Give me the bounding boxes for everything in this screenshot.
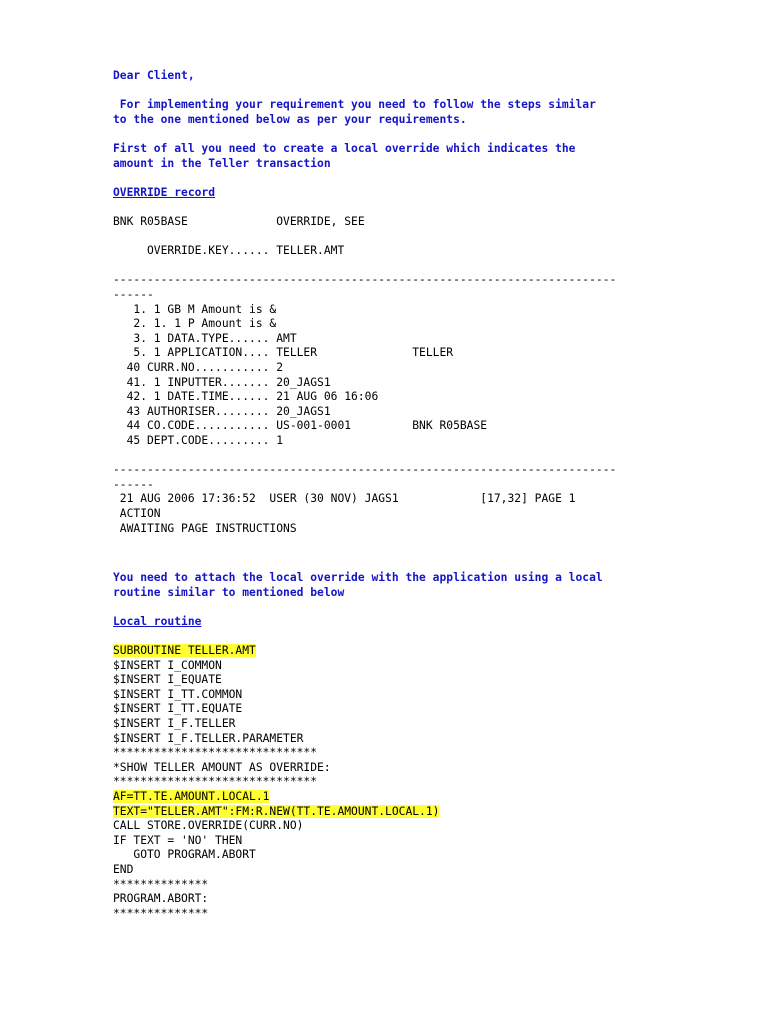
- override-screen-line: 21 AUG 2006 17:36:52 USER (30 NOV) JAGS1 [17,32] PAGE 1: [113, 492, 576, 506]
- code-text: $INSERT I_COMMON: [113, 658, 222, 672]
- override-screen-line: 41. 1 INPUTTER....... 20_JAGS1: [113, 375, 331, 389]
- code-line: [113, 688, 242, 703]
- override-screen-line: 45 DEPT.CODE......... 1: [113, 434, 284, 447]
- override-screen-line: 5. 1 APPLICATION.... TELLER TELLER: [113, 346, 454, 360]
- highlighted-code: AF=TT.TE.AMOUNT.LOCAL.1: [113, 790, 270, 803]
- override-screen-line: --------------------------------------------------------------------------: [113, 273, 617, 287]
- code-line: [113, 717, 235, 732]
- routine-paragraph-line: You need to attach the local override with the application using a local: [113, 571, 603, 584]
- override-screen-line: 1. 1 GB M Amount is &: [113, 302, 277, 316]
- override-screen-line: 43 AUTHORISER........ 20_JAGS1: [113, 404, 331, 418]
- override-screen-line: ACTION: [113, 507, 161, 520]
- routine-paragraph-line: routine similar to mentioned below: [113, 586, 345, 599]
- override-paragraph-line: First of all you need to create a local override which indicates the: [113, 142, 576, 155]
- code-line: [113, 805, 439, 820]
- code-line: [113, 775, 317, 790]
- intro-paragraph-line: For implementing your requirement you need to follow the steps similar: [113, 98, 596, 111]
- override-screen-line: BNK R05BASE OVERRIDE, SEE: [113, 215, 365, 228]
- code-line: [113, 761, 331, 776]
- override-screen-line: ------: [113, 288, 154, 301]
- code-text: *SHOW TELLER AMOUNT AS OVERRIDE:: [113, 760, 331, 774]
- code-line: [113, 659, 222, 674]
- code-text: ******************************: [113, 746, 318, 760]
- highlighted-code: SUBROUTINE TELLER.AMT: [113, 644, 256, 657]
- code-line: [113, 834, 242, 849]
- override-screen-line: ------: [113, 477, 154, 491]
- code-text: $INSERT I_TT.EQUATE: [113, 702, 243, 716]
- highlighted-code: TEXT="TELLER.AMT":FM:R.NEW(TT.TE.AMOUNT.LOCAL.1): [113, 804, 440, 818]
- code-text: $INSERT I_TT.COMMON: [113, 687, 243, 701]
- code-line: [113, 644, 256, 659]
- code-text: CALL STORE.OVERRIDE(CURR.NO): [113, 819, 304, 833]
- code-line: [113, 746, 317, 761]
- code-line: [113, 907, 208, 922]
- greeting: Dear Client,: [113, 69, 195, 82]
- code-line: [113, 673, 222, 688]
- code-text: **************: [113, 877, 209, 891]
- code-line: [113, 732, 303, 747]
- override-screen-line: --------------------------------------------------------------------------: [113, 463, 617, 477]
- code-text: END: [113, 863, 134, 876]
- code-line: [113, 878, 208, 893]
- override-screen-line: 40 CURR.NO........... 2: [113, 361, 284, 374]
- code-line: [113, 892, 208, 907]
- override-screen-line: AWAITING PAGE INSTRUCTIONS: [113, 521, 297, 535]
- code-text: $INSERT I_F.TELLER: [113, 717, 236, 730]
- code-line: [113, 848, 256, 863]
- intro-paragraph-line: to the one mentioned below as per your requirements.: [113, 113, 467, 126]
- override-screen-line: 2. 1. 1 P Amount is &: [113, 317, 277, 331]
- code-text: ******************************: [113, 775, 318, 789]
- code-line: [113, 790, 269, 805]
- code-line: [113, 863, 133, 878]
- code-text: IF TEXT = 'NO' THEN: [113, 833, 243, 847]
- code-text: $INSERT I_F.TELLER.PARAMETER: [113, 731, 304, 745]
- override-screen-line: 3. 1 DATA.TYPE...... AMT: [113, 331, 297, 345]
- override-screen-line: OVERRIDE.KEY...... TELLER.AMT: [113, 244, 345, 258]
- code-text: $INSERT I_EQUATE: [113, 673, 222, 687]
- code-line: [113, 702, 242, 717]
- override-record-link[interactable]: OVERRIDE record: [113, 186, 216, 199]
- local-routine-link[interactable]: Local routine: [113, 615, 202, 628]
- override-paragraph-line: amount in the Teller transaction: [113, 157, 331, 170]
- code-text: GOTO PROGRAM.ABORT: [113, 848, 256, 862]
- override-screen-line: 44 CO.CODE........... US-001-0001 BNK R05BASE: [113, 419, 488, 433]
- code-text: **************: [113, 906, 209, 920]
- code-text: PROGRAM.ABORT:: [113, 892, 209, 906]
- code-line: [113, 819, 303, 834]
- override-screen-line: 42. 1 DATE.TIME...... 21 AUG 06 16:06: [113, 390, 379, 404]
